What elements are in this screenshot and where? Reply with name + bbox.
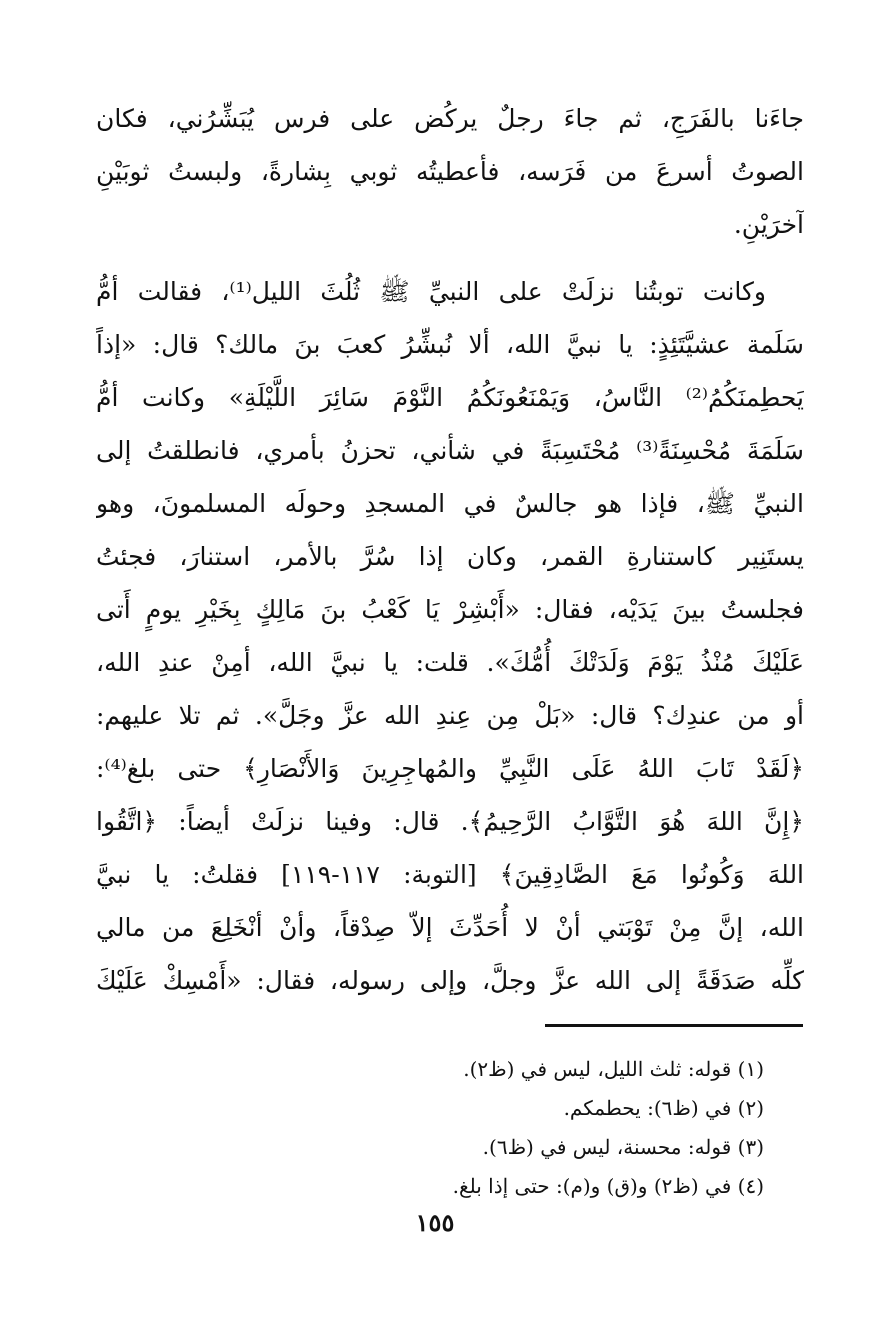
page-number: ١٥٥ — [415, 1208, 455, 1237]
text-line: كلِّه صَدَقَةً إلى الله عزَّ وجلَّ، وإلى رسوله، فقال: «أَمْسِكْ عَلَيْكَ — [96, 966, 804, 995]
text-line: يَحطِمنَكُمُ⁽²⁾ النَّاسُ، وَيَمْنَعُونَكُمُ النَّوْمَ سَائِرَ اللَّيْلَةِ» وكانت أمُّ — [96, 383, 804, 412]
text-line: وكانت توبتُنا نزلَتْ على النبيِّ ﷺ ثُلُثَ الليل⁽¹⁾، فقالت أمُّ — [96, 277, 766, 306]
footnote: (٣) قوله: محسنة، ليس في (ظ٦). — [482, 1135, 764, 1159]
text-line: أو من عندِك؟ قال: «بَلْ مِن عِندِ الله عزَّ وجَلَّ». ثم تلا عليهم: — [96, 701, 804, 730]
text-line: جاءَنا بالفَرَجِ، ثم جاءَ رجلٌ يركُض على فرس يُبَشِّرُني، فكان — [96, 104, 804, 133]
footnote: (٤) في (ظ٢) و(ق) و(م): حتى إذا بلغ. — [452, 1174, 764, 1198]
text-line: سَلَمَةَ مُحْسِنَةً⁽³⁾ مُحْتَسِبَةً في شأني، تحزنُ بأمري، فانطلقتُ إلى — [96, 436, 804, 465]
text-line: الصوتُ أسرعَ من فَرَسه، فأعطيتُه ثوبي بِشارةً، ولبستُ ثوبَيْنِ — [96, 157, 804, 186]
text-line: عَلَيْكَ مُنْذُ يَوْمَ وَلَدَتْكَ أُمُّكَ». قلت: يا نبيَّ الله، أمِنْ عندِ الله، — [96, 648, 804, 677]
text-line: سَلَمة عشيَّتَئِذٍ: يا نبيَّ الله، ألا نُبشِّرُ كعبَ بنَ مالك؟ قال: «إذاً — [96, 330, 804, 359]
footnote: (٢) في (ظ٦): يحطمكم. — [563, 1096, 764, 1120]
text-line: النبيِّ ﷺ، فإذا هو جالسٌ في المسجدِ وحولَه المسلمونَ، وهو — [96, 489, 804, 518]
paragraph-gap — [96, 251, 804, 265]
footnote: (١) قوله: ثلث الليل، ليس في (ظ٢). — [463, 1057, 764, 1081]
text-line: فجلستُ بينَ يَدَيْه، فقال: «أَبْشِرْ يَا كَعْبُ بنَ مَالِكٍ بِخَيْرِ يومٍ أَتى — [96, 595, 804, 624]
text-line: ﴿لَقَدْ تَابَ اللهُ عَلَى النَّبِيِّ والمُهاجِرِينَ وَالأَنْصَارِ﴾ حتى بلغ⁽⁴⁾: — [96, 754, 804, 783]
footnote-separator — [545, 1024, 803, 1027]
text-line: ﴿إِنَّ اللهَ هُوَ التَّوَّابُ الرَّحِيمُ﴾. قال: وفينا نزلَتْ أيضاً: ﴿اتَّقُوا — [96, 807, 804, 836]
text-line: اللهَ وَكُونُوا مَعَ الصَّادِقِينَ﴾ [التوبة: ١١٧-١١٩] فقلتُ: يا نبيَّ — [96, 860, 804, 889]
text-line: آخرَيْنِ. — [733, 210, 804, 239]
main-text — [96, 92, 804, 1007]
text-line: يستَنِير كاستنارةِ القمر، وكان إذا سُرَّ بالأمر، استنارَ، فجئتُ — [96, 542, 804, 571]
text-line: الله، إنَّ مِنْ تَوْبَتي أنْ لا أُحَدِّثَ إلاّ صِدْقاً، وأنْ أنْخَلِعَ من مالي — [96, 913, 804, 942]
footnotes — [244, 1050, 764, 1206]
